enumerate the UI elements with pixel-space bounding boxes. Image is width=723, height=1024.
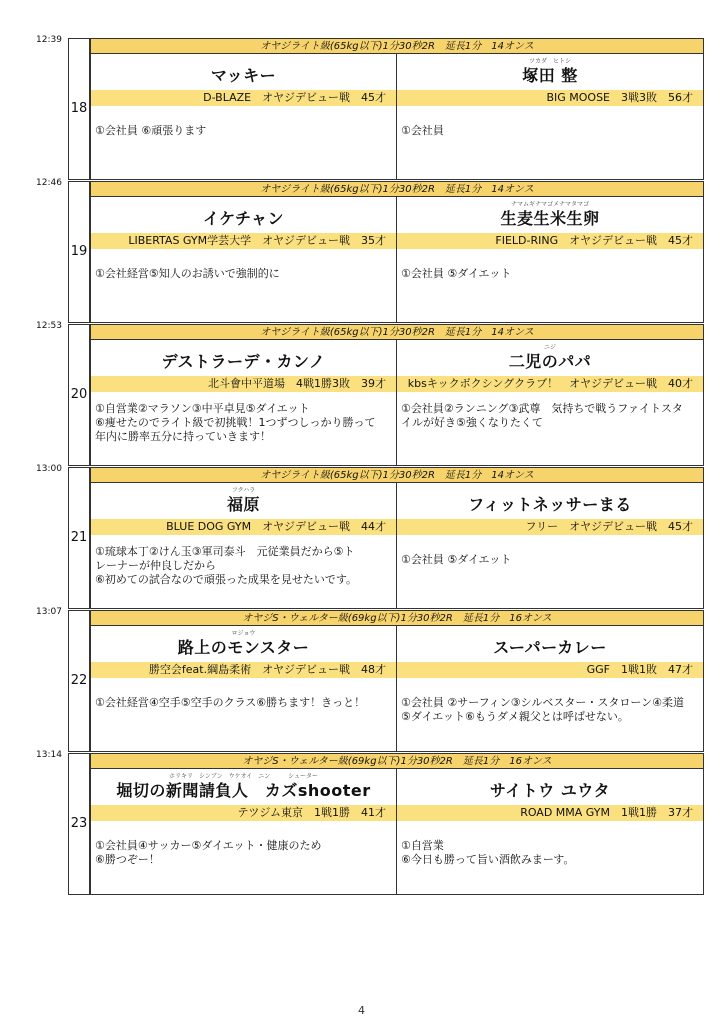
- bout-number: 18: [70, 101, 88, 116]
- bout-19: [0, 178, 723, 325]
- bout-time: 13:07: [36, 607, 62, 617]
- bout-22: [0, 607, 723, 754]
- bout-21: [0, 464, 723, 611]
- fighter-furigana: ナマムギナマゴメナマタマゴ: [510, 201, 589, 208]
- left-fighter: [90, 483, 397, 609]
- right-fighter: [397, 626, 704, 752]
- fighter-info: FIELD-RING オヤジデビュー戦 45才: [397, 233, 703, 249]
- left-fighter: [90, 769, 397, 895]
- fighter-comment: ①会社員 ⑤ダイエット: [401, 553, 512, 566]
- bout-rule: オヤジS・ウェルター級(69kg以下)1分30秒2R 延長1分 16オンス: [90, 610, 704, 626]
- fighter-info: BLUE DOG GYM オヤジデビュー戦 44才: [91, 519, 396, 535]
- bout-number-cell: [68, 38, 90, 180]
- fighter-comment: ①会社経営④空手⑤空手のクラス⑥勝ちます！きっと！: [95, 696, 366, 709]
- fighter-comment: ①会社経営⑤知人のお誘いで強制的に: [95, 267, 280, 280]
- bout-number-cell: [68, 467, 90, 609]
- left-fighter: [90, 340, 397, 466]
- bout-number-cell: [68, 610, 90, 752]
- bout-number: 23: [70, 816, 88, 831]
- fighter-info: GGF 1戦1敗 47才: [397, 662, 703, 678]
- fighter-name: スーパーカレー: [493, 638, 607, 657]
- right-fighter: [397, 197, 704, 323]
- fighter-comment: ①自営業 ⑥今日も勝って旨い酒飲みまーす。: [401, 839, 575, 866]
- left-fighter: [90, 54, 397, 180]
- bout-rule: オヤジライト級(65kg以下)1分30秒2R 延長1分 14オンス: [90, 38, 704, 54]
- fighter-name: 堀切の新聞請負人 カズshooter: [116, 781, 371, 800]
- fighter-info: ROAD MMA GYM 1戦1勝 37才: [397, 805, 703, 821]
- fighter-name: サイトウ ユウタ: [489, 781, 611, 800]
- right-fighter: [397, 340, 704, 466]
- fighter-name: フィットネッサーまる: [468, 495, 632, 514]
- fighter-comment: ①琉球本丁②けん玉③軍司泰斗 元従業員だから⑤ト レーナーが仲良しだから ⑥初めての試合なので頑張った成果を見せたいです。: [95, 545, 357, 586]
- fighter-comment: ①会社員: [401, 124, 444, 137]
- fighter-info: 北斗會中平道場 4戦1勝3敗 39才: [91, 376, 396, 392]
- bout-number: 20: [70, 387, 88, 402]
- fighter-comment: ①会社員 ⑥頑張ります: [95, 124, 207, 137]
- fighter-info: テツジム東京 1戦1勝 41才: [91, 805, 396, 821]
- right-fighter: [397, 769, 704, 895]
- fighter-info: 勝空会feat.綱島柔術 オヤジデビュー戦 48才: [91, 662, 396, 678]
- bout-number-cell: [68, 324, 90, 466]
- bout-20: [0, 321, 723, 468]
- fighter-info: BIG MOOSE 3戦3敗 56才: [397, 90, 703, 106]
- bout-number: 21: [70, 530, 88, 545]
- fighter-info: LIBERTAS GYM学芸大学 オヤジデビュー戦 35才: [91, 233, 396, 249]
- fighter-name: マッキー: [210, 66, 277, 85]
- bout-number: 22: [70, 673, 88, 688]
- fighter-name: 塚田 整: [522, 66, 578, 85]
- bout-number-cell: [68, 181, 90, 323]
- fighter-info: kbsキックボクシングクラブ！ オヤジデビュー戦 40才: [397, 376, 703, 392]
- fighter-comment: ①会社員②ランニング③武尊 気持ちで戦うファイトスタ イルが好き⑤強くなりたくて: [401, 402, 683, 429]
- fighter-name: 二児のパパ: [508, 352, 592, 371]
- bout-rule: オヤジライト級(65kg以下)1分30秒2R 延長1分 14オンス: [90, 467, 704, 483]
- fighter-comment: ①会社員 ⑤ダイエット: [401, 267, 512, 280]
- bout-rule: オヤジライト級(65kg以下)1分30秒2R 延長1分 14オンス: [90, 324, 704, 340]
- fighter-name: 福原: [226, 495, 260, 514]
- left-fighter: [90, 626, 397, 752]
- bout-18: [0, 35, 723, 182]
- bout-time: 13:00: [36, 464, 62, 474]
- fighter-info: D-BLAZE オヤジデビュー戦 45才: [91, 90, 396, 106]
- left-fighter: [90, 197, 397, 323]
- fighter-name: イケチャン: [202, 209, 285, 228]
- fighter-comment: ①会社員④サッカー⑤ダイエット・健康のため ⑥勝つぞー！: [95, 839, 322, 866]
- fighter-furigana: フクハラ: [231, 487, 256, 494]
- fighter-name: 生麦生米生卵: [500, 209, 600, 228]
- fighter-name: デストラーデ・カンノ: [161, 352, 326, 371]
- bout-time: 12:39: [36, 35, 62, 45]
- fighter-furigana: ホリキリ シンブン ウケオイ ニン シューター: [168, 773, 319, 780]
- fighter-name: 路上のモンスター: [177, 638, 310, 657]
- bout-number: 19: [70, 244, 88, 259]
- fighter-comment: ①自営業②マラソン③中平卓見⑤ダイエット ⑥痩せたのでライト級で初挑戦！1つずつしっかり勝って 年内に勝率五分に持っていきます！: [95, 402, 376, 443]
- bout-time: 13:14: [36, 750, 62, 760]
- bout-number-cell: [68, 753, 90, 895]
- fighter-furigana: ツカダ ヒトシ: [528, 58, 571, 65]
- fighter-comment: ①会社員 ②サーフィン③シルベスター・スタローン④柔道 ⑤ダイエット⑥もうダメ親父とは呼ばせない。: [401, 696, 685, 723]
- fighter-furigana: ロジョウ: [231, 630, 256, 637]
- fighter-furigana: ニジ: [543, 344, 556, 351]
- bout-rule: オヤジライト級(65kg以下)1分30秒2R 延長1分 14オンス: [90, 181, 704, 197]
- fighter-info: フリー オヤジデビュー戦 45才: [397, 519, 703, 535]
- page-number: 4: [358, 1004, 365, 1017]
- bout-23: [0, 750, 723, 897]
- bout-time: 12:53: [36, 321, 62, 331]
- bout-rule: オヤジS・ウェルター級(69kg以下)1分30秒2R 延長1分 16オンス: [90, 753, 704, 769]
- right-fighter: [397, 54, 704, 180]
- right-fighter: [397, 483, 704, 609]
- bout-time: 12:46: [36, 178, 62, 188]
